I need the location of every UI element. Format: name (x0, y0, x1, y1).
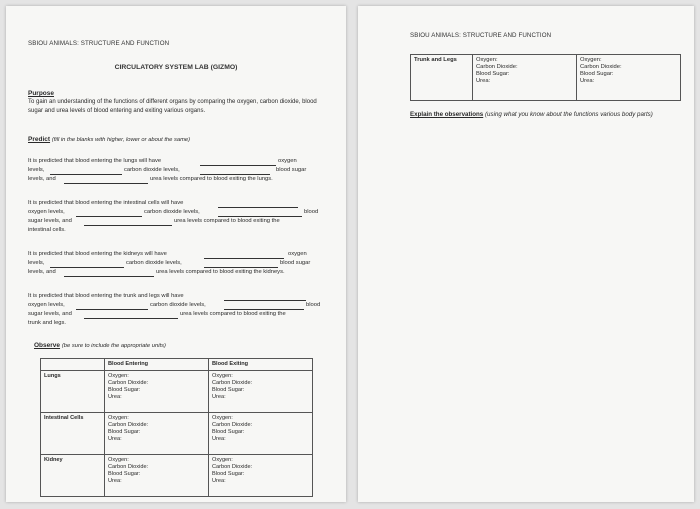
row-label: Kidney (41, 455, 105, 497)
field-label: Blood Sugar: (212, 429, 245, 435)
predict-text: levels, and (28, 269, 56, 275)
field-label: Oxygen: (212, 457, 233, 463)
predict-text: urea levels compared to blood exiting the (180, 311, 286, 317)
row-label: Trunk and Legs (411, 55, 473, 101)
observe-table (40, 358, 313, 497)
row-label: Lungs (41, 371, 105, 413)
predict-text: trunk and legs. (28, 320, 67, 326)
observe-heading-label: Observe (34, 342, 61, 349)
exiting-cell[interactable] (209, 413, 313, 455)
predict-text: urea levels compared to blood exiting the kidneys. (156, 269, 285, 275)
predict-text: urea levels compared to blood exiting the (174, 218, 280, 224)
field-label: Blood Sugar: (476, 71, 510, 77)
predict-text: sugar levels, and (28, 311, 72, 317)
field-label: Urea: (108, 394, 122, 400)
field-label: Urea: (212, 436, 226, 442)
purpose-heading: Purpose (28, 90, 55, 97)
blank-field[interactable] (50, 267, 124, 268)
exiting-cell[interactable] (209, 455, 313, 497)
field-label: Urea: (212, 478, 226, 484)
field-label: Oxygen: (212, 415, 233, 421)
observe-note: (be sure to include the appropriate units) (61, 343, 166, 349)
predict-lungs (28, 158, 328, 190)
purpose-text: To gain an understanding of the functions of different organs by comparing the oxygen, carbon dioxide, blood sugar and urea levels of blood entering and exiting various organs. (28, 99, 317, 114)
field-label: Urea: (580, 78, 595, 84)
entering-cell[interactable] (105, 413, 209, 455)
entering-cell[interactable] (105, 455, 209, 497)
blank-field[interactable] (76, 216, 142, 217)
predict-text: It is predicted that blood entering the lungs will have (28, 158, 162, 164)
table-row (41, 371, 313, 413)
predict-text: oxygen (278, 158, 297, 164)
page-header: SBIOU ANIMALS: STRUCTURE AND FUNCTION (28, 40, 170, 47)
blank-field[interactable] (204, 258, 284, 259)
predict-text: It is predicted that blood entering the intestinal cells will have (28, 200, 184, 206)
field-label: Carbon Dioxide: (108, 464, 149, 470)
field-label: Urea: (476, 78, 491, 84)
predict-text: oxygen levels, (28, 302, 65, 308)
blank-field[interactable] (224, 309, 304, 310)
field-label: Carbon Dioxide: (212, 464, 253, 470)
explain-section (410, 110, 690, 119)
predict-text: levels, and (28, 176, 56, 182)
table-row (41, 455, 313, 497)
predict-text: levels, (28, 167, 45, 173)
predict-text: oxygen levels, (28, 209, 65, 215)
predict-text: It is predicted that blood entering the trunk and legs will have (28, 293, 184, 299)
predict-text: carbon dioxide levels, (150, 302, 206, 308)
predict-text: carbon dioxide levels, (144, 209, 200, 215)
predict-trunk (28, 293, 328, 333)
table-corner (41, 359, 105, 371)
predict-text: blood (306, 302, 321, 308)
predict-text: carbon dioxide levels, (124, 167, 180, 173)
left-page (6, 6, 346, 502)
field-label: Carbon Dioxide: (212, 380, 253, 386)
field-label: Carbon Dioxide: (476, 64, 518, 70)
entering-cell[interactable] (473, 55, 577, 101)
field-label: Blood Sugar: (212, 387, 245, 393)
field-label: Blood Sugar: (108, 387, 141, 393)
entering-cell[interactable] (105, 371, 209, 413)
exiting-cell[interactable] (577, 55, 681, 101)
field-label: Blood Sugar: (108, 471, 141, 477)
predict-text: blood (304, 209, 319, 215)
blank-field[interactable] (218, 216, 302, 217)
predict-text: intestinal cells. (28, 227, 66, 233)
blank-field[interactable] (76, 309, 148, 310)
predict-text: levels, (28, 260, 45, 266)
exiting-cell[interactable] (209, 371, 313, 413)
field-label: Oxygen: (108, 457, 129, 463)
field-label: Blood Sugar: (108, 429, 141, 435)
field-label: Carbon Dioxide: (212, 422, 253, 428)
field-label: Carbon Dioxide: (108, 422, 149, 428)
row-label: Intestinal Cells (41, 413, 105, 455)
field-label: Urea: (212, 394, 226, 400)
blank-field[interactable] (50, 174, 122, 175)
table-header-row (41, 359, 313, 371)
predict-text: blood sugar (276, 167, 307, 173)
observe-heading (34, 342, 166, 349)
blank-field[interactable] (64, 276, 154, 277)
trunk-legs-table (410, 54, 681, 101)
blank-field[interactable] (204, 267, 278, 268)
field-label: Blood Sugar: (212, 471, 245, 477)
field-label: Urea: (108, 436, 122, 442)
explain-heading: Explain the observations (410, 111, 484, 118)
predict-text: urea levels compared to blood exiting the lungs. (150, 176, 273, 182)
blank-field[interactable] (64, 183, 148, 184)
predict-text: carbon dioxide levels, (126, 260, 182, 266)
field-label: Oxygen: (580, 57, 602, 63)
field-label: Oxygen: (108, 373, 129, 379)
predict-kidneys (28, 251, 328, 283)
blank-field[interactable] (84, 225, 172, 226)
field-label: Carbon Dioxide: (580, 64, 622, 70)
field-label: Oxygen: (108, 415, 129, 421)
field-label: Oxygen: (476, 57, 498, 63)
table-row (411, 55, 681, 101)
predict-heading (28, 136, 190, 143)
page-header: SBIOU ANIMALS: STRUCTURE AND FUNCTION (410, 32, 552, 39)
field-label: Oxygen: (212, 373, 233, 379)
blank-field[interactable] (200, 165, 276, 166)
blank-field[interactable] (218, 207, 298, 208)
field-label: Blood Sugar: (580, 71, 614, 77)
blank-field[interactable] (224, 300, 306, 301)
predict-text: blood sugar (280, 260, 311, 266)
predict-heading-label: Predict (28, 136, 51, 143)
predict-intestinal (28, 200, 328, 240)
right-page (358, 6, 694, 502)
blank-field[interactable] (200, 174, 270, 175)
field-label: Urea: (108, 478, 122, 484)
col-blood-exiting: Blood Exiting (209, 359, 313, 371)
predict-text: It is predicted that blood entering the kidneys will have (28, 251, 167, 257)
predict-text: sugar levels, and (28, 218, 72, 224)
col-blood-entering: Blood Entering (105, 359, 209, 371)
predict-note: (fill in the blanks with higher, lower or about the same) (51, 137, 191, 143)
lab-title: CIRCULATORY SYSTEM LAB (GIZMO) (114, 64, 238, 71)
blank-field[interactable] (84, 318, 178, 319)
explain-note: (using what you know about the functions various body parts) (484, 111, 653, 118)
table-row (41, 413, 313, 455)
field-label: Carbon Dioxide: (108, 380, 149, 386)
predict-text: oxygen (288, 251, 307, 257)
